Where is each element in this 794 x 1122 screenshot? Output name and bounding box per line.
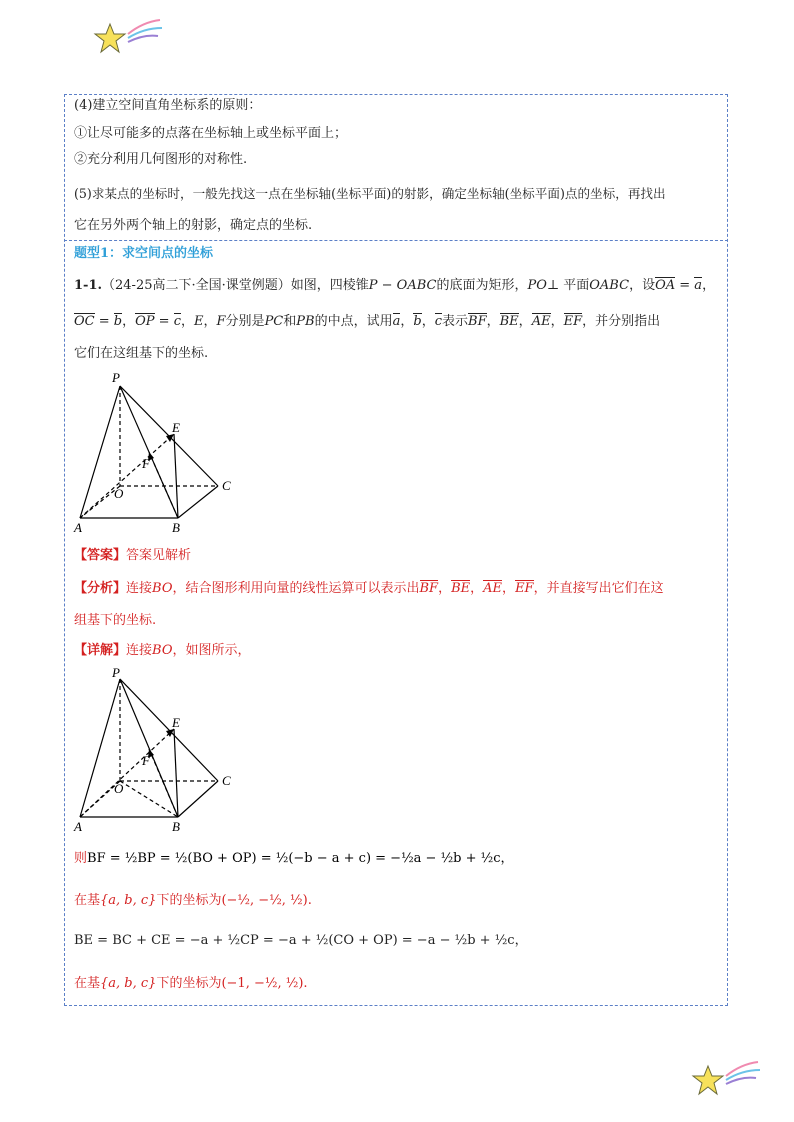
star-decoration-icon [88, 14, 168, 58]
section-divider [64, 240, 728, 241]
label-F: F [142, 753, 150, 768]
analysis-line-2: 组基下的坐标. [74, 613, 157, 628]
label-E: E [172, 420, 180, 435]
problem-line-1: 1-1.（24-25高二下·全国·课堂例题）如图，四棱锥P − OABC的底面为矩形，PO⊥ 平面OABC，设OA = a， [74, 278, 716, 293]
principle-4-title: (4)建立空间直角坐标系的原则： [74, 98, 262, 113]
detail-line-1: 【详解】连接BO，如图所示， [74, 643, 251, 658]
label-P: P [112, 665, 120, 680]
equation-BF: 则BF = ½BP = ½(BO + OP) = ½(−b − a + c) = −½a − ½b + ½c， [74, 851, 514, 866]
pyramid-figure-1 [70, 370, 245, 535]
problem-line-2: OC = b，OP = c，E，F分别是PC和PB的中点，试用a，b，c表示BF，BE，AE，EF，并分别指出 [74, 314, 661, 329]
label-B: B [172, 819, 180, 834]
principle-4-item-2: ②充分利用几何图形的对称性. [74, 152, 248, 167]
section-title: 题型1：求空间点的坐标 [74, 246, 214, 261]
problem-number: 1-1. [74, 278, 103, 293]
label-A: A [74, 520, 82, 535]
label-O: O [114, 781, 124, 796]
label-B: B [172, 520, 180, 535]
star-decoration-icon [686, 1056, 766, 1100]
answer-line: 【答案】答案见解析 [74, 548, 192, 563]
pyramid-figure-2 [70, 665, 245, 835]
label-C: C [222, 773, 231, 788]
label-O: O [114, 486, 124, 501]
problem-line-3: 它们在这组基下的坐标. [74, 346, 209, 361]
coordinate-BF: 在基{a, b, c}下的坐标为(−½, −½, ½). [74, 893, 312, 908]
principle-5-line-2: 它在另外两个轴上的射影，确定点的坐标. [74, 218, 313, 233]
analysis-line-1: 【分析】连接BO，结合图形利用向量的线性运算可以表示出BF，BE，AE，EF，并直接写出它们在这 [74, 581, 664, 596]
label-A: A [74, 819, 82, 834]
label-E: E [172, 715, 180, 730]
coordinate-BE: 在基{a, b, c}下的坐标为(−1, −½, ½). [74, 976, 308, 991]
principle-4-item-1: ①让尽可能多的点落在坐标轴上或坐标平面上； [74, 126, 348, 141]
equation-BE: BE = BC + CE = −a + ½CP = −a + ½(CO + OP) = −a − ½b + ½c， [74, 933, 528, 948]
label-F: F [142, 456, 150, 471]
principle-5-line-1: (5)求某点的坐标时，一般先找这一点在坐标轴(坐标平面)的射影，确定坐标轴(坐标平面)点的坐标，再找出 [74, 186, 666, 201]
label-P: P [112, 370, 120, 385]
label-C: C [222, 478, 231, 493]
